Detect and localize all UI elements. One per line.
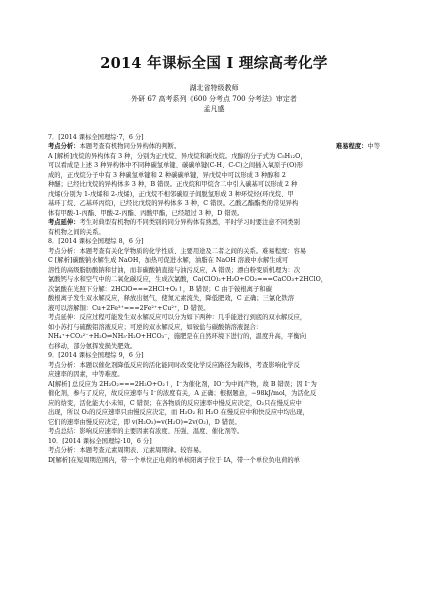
analysis-line: 液可以溶解铜：Cu+2Fe³⁺===2Fe²⁺+Cu²⁺，D 错误。 [48,304,210,312]
analysis-line: 催化剂，参与了反应，故反应速率与 I⁻的浓度有关，A 正确；根据题意，−98kJ/mol，为活化反 [48,390,317,397]
question-10 [48,437,380,466]
answer-line: 戊烯(分别为 1-戊烯和 2-戊烯)，正戊烷不相邻碳原子间脱氢形成 3 种环烷烃(环戊烷、甲 [48,190,294,198]
extension-label: 考点延伸： [48,219,80,226]
analysis-line: 溶性的高级脂肪酸钠和甘油，而非碳酸钠直接与油污反应，A 错误；漂白粉变质机理为：次 [48,266,301,274]
extension-line: 考点延伸：反应过程可能发生双水解反应可以分为如下两种：几乎能进行到底的双水解反应， [48,314,307,321]
answer-line: 体有甲酸-1-丙酯、甲酸-2-丙酯、丙酸甲酯，已经超过 3 种，D 错误。 [48,209,244,217]
question-7-analysis [48,142,380,152]
question-8-heading: 8．[2014 课标全国理综 8，6 分] [48,238,144,245]
analysis-line: 考点分析：本题以催化剂降低反应的活化能同时改变化学反应路径为载体，考查影响化学反 [48,361,300,369]
author-credit: 外研 67 高考系列《600 分考点 700 分考法》审定者 [131,94,297,103]
difficulty [336,142,380,152]
extension-line: 如小苏打与硫酸铝溶液反应；可逆的双水解反应，如铵盐与碳酸钠溶液混合： [48,323,263,331]
difficulty-label: 难易程度： [335,143,368,150]
analysis-line: 它们的速率由慢反应决定，即 v(H₂O₂)=v(H₂O)=2v(O₂)，D 错误。 [48,418,241,426]
extension-line: 有机物之间的关系。 [48,228,105,236]
answer-line: 基环丁烷、乙基环丙烷)，已经比戊烷的异构体多 3 种，C 错误。乙酸乙酯酯类的常见异构 [48,200,299,207]
extension-line: 考点延伸：考生对典型有机物的不同类别的同分异构体有熟悉，平时学习时要注意不同类别 [48,219,300,226]
summary-line: 考点总结：影响反应速率的主要因素有浓度、压强、温度、催化剂等。 [48,428,244,435]
answer-line: 可以看成是上述 3 种异构体中不同种碳氢单键、碳碳单键(C-H、C-C)之间插入氧原子(O)形 [48,162,303,169]
author-title: 湖北省特级教师 [189,84,239,92]
analysis-line: 考点分析：本题考查元素周期表、元素周期律。较容易。 [48,447,206,454]
analysis-line: 出现，所以 O₂的反应速率只由慢反应决定，而 H₂O₂ 和 H₂O 在慢反应中和快反应中均出现， [48,409,309,416]
analysis-line: 应的焓变，活化能大小未知，C 错误；在各物质的反应速率中慢反应决定，O₂只在慢反应中 [48,399,302,407]
answer-line: 种醚；已经比戊烷的异构体多 3 种，B 错误。正戊烷和甲烷含二中引入碳基可以形成 2 种 [48,181,298,188]
answer-line: 成的，正戊烷分子中有 3 种碳氢单键和 2 种碳碳单键，异戊烷中可以形成 3 种醇和 2 [48,171,286,179]
analysis-line: 酸根离子发生双水解反应，释放出氨气，使氮元素流失，降低肥效，C 正确；三氯化铁溶 [48,295,295,302]
author-name: 孟凡盛 [203,105,225,113]
analysis-line: 氯酸钙与水和空气中的二氧化碳反应，生成次氯酸，Ca(ClO)₂+H₂O+CO₂===CaCO₃+2HClO， [48,276,328,283]
analysis-line: D[解析]在短周期范围内，带一个单位正电荷的单核阳离子位于 IA，带一个单位负电荷的单 [48,456,300,464]
analysis-text: 本题考查有机物同分异构体的判断。 [79,143,181,150]
analysis-line: C [解析]碳酸钠水解生成 NaOH，加热可促进水解，油脂在 NaOH 溶液中水解生成可 [48,257,289,264]
extension-line: NH₄⁺+CO₃²⁻+H₂O⇌NH₃·H₂O+HCO₃⁻，施肥是在自然环境下进行的，温度升高，平衡向 [48,333,307,340]
analysis-line: A[解析] 总反应为 2H₂O₂===2H₂O+O₂↑，I⁻为催化剂，IO⁻为中间产物，故 B 错误；因 I⁻为 [48,380,317,388]
question-9 [48,351,380,437]
question-9-heading: 9．[2014 课标全国理综 9，6 分] [48,352,144,359]
question-10-heading: 10．[2014 课标全国理综·10，6 分] [48,437,152,445]
analysis-line: 考点分析：本题考查有关化学物质的化学性质、主要用途及二者之间的关系。难易程度：容易 [48,247,307,255]
analysis-label: 考点分析： [48,143,80,150]
question-8 [48,237,380,351]
analysis-line: 次氯酸在光照下分解：2HClO===2HCl+O₂↑，B 错误；C 由于铵根离子和碳 [48,285,272,293]
question-7-heading: 7．[2014 课标全国理综·7，6 分] [48,133,144,141]
extension-line: 右移动，部分氨挥发损失肥效。 [48,342,137,350]
question-7 [48,133,380,238]
answer-line: A [解析]戊烷的异构体有 3 种，分别为正戊烷、异戊烷和新戊烷。戊醇的分子式为 C₅H₁₂O， [48,152,307,160]
difficulty-value: 中等 [367,143,380,150]
analysis-line: 应速率的因素，中等难度。 [48,371,124,378]
document-title: 2014 年课标全国 I 理综高考化学 [100,55,328,72]
